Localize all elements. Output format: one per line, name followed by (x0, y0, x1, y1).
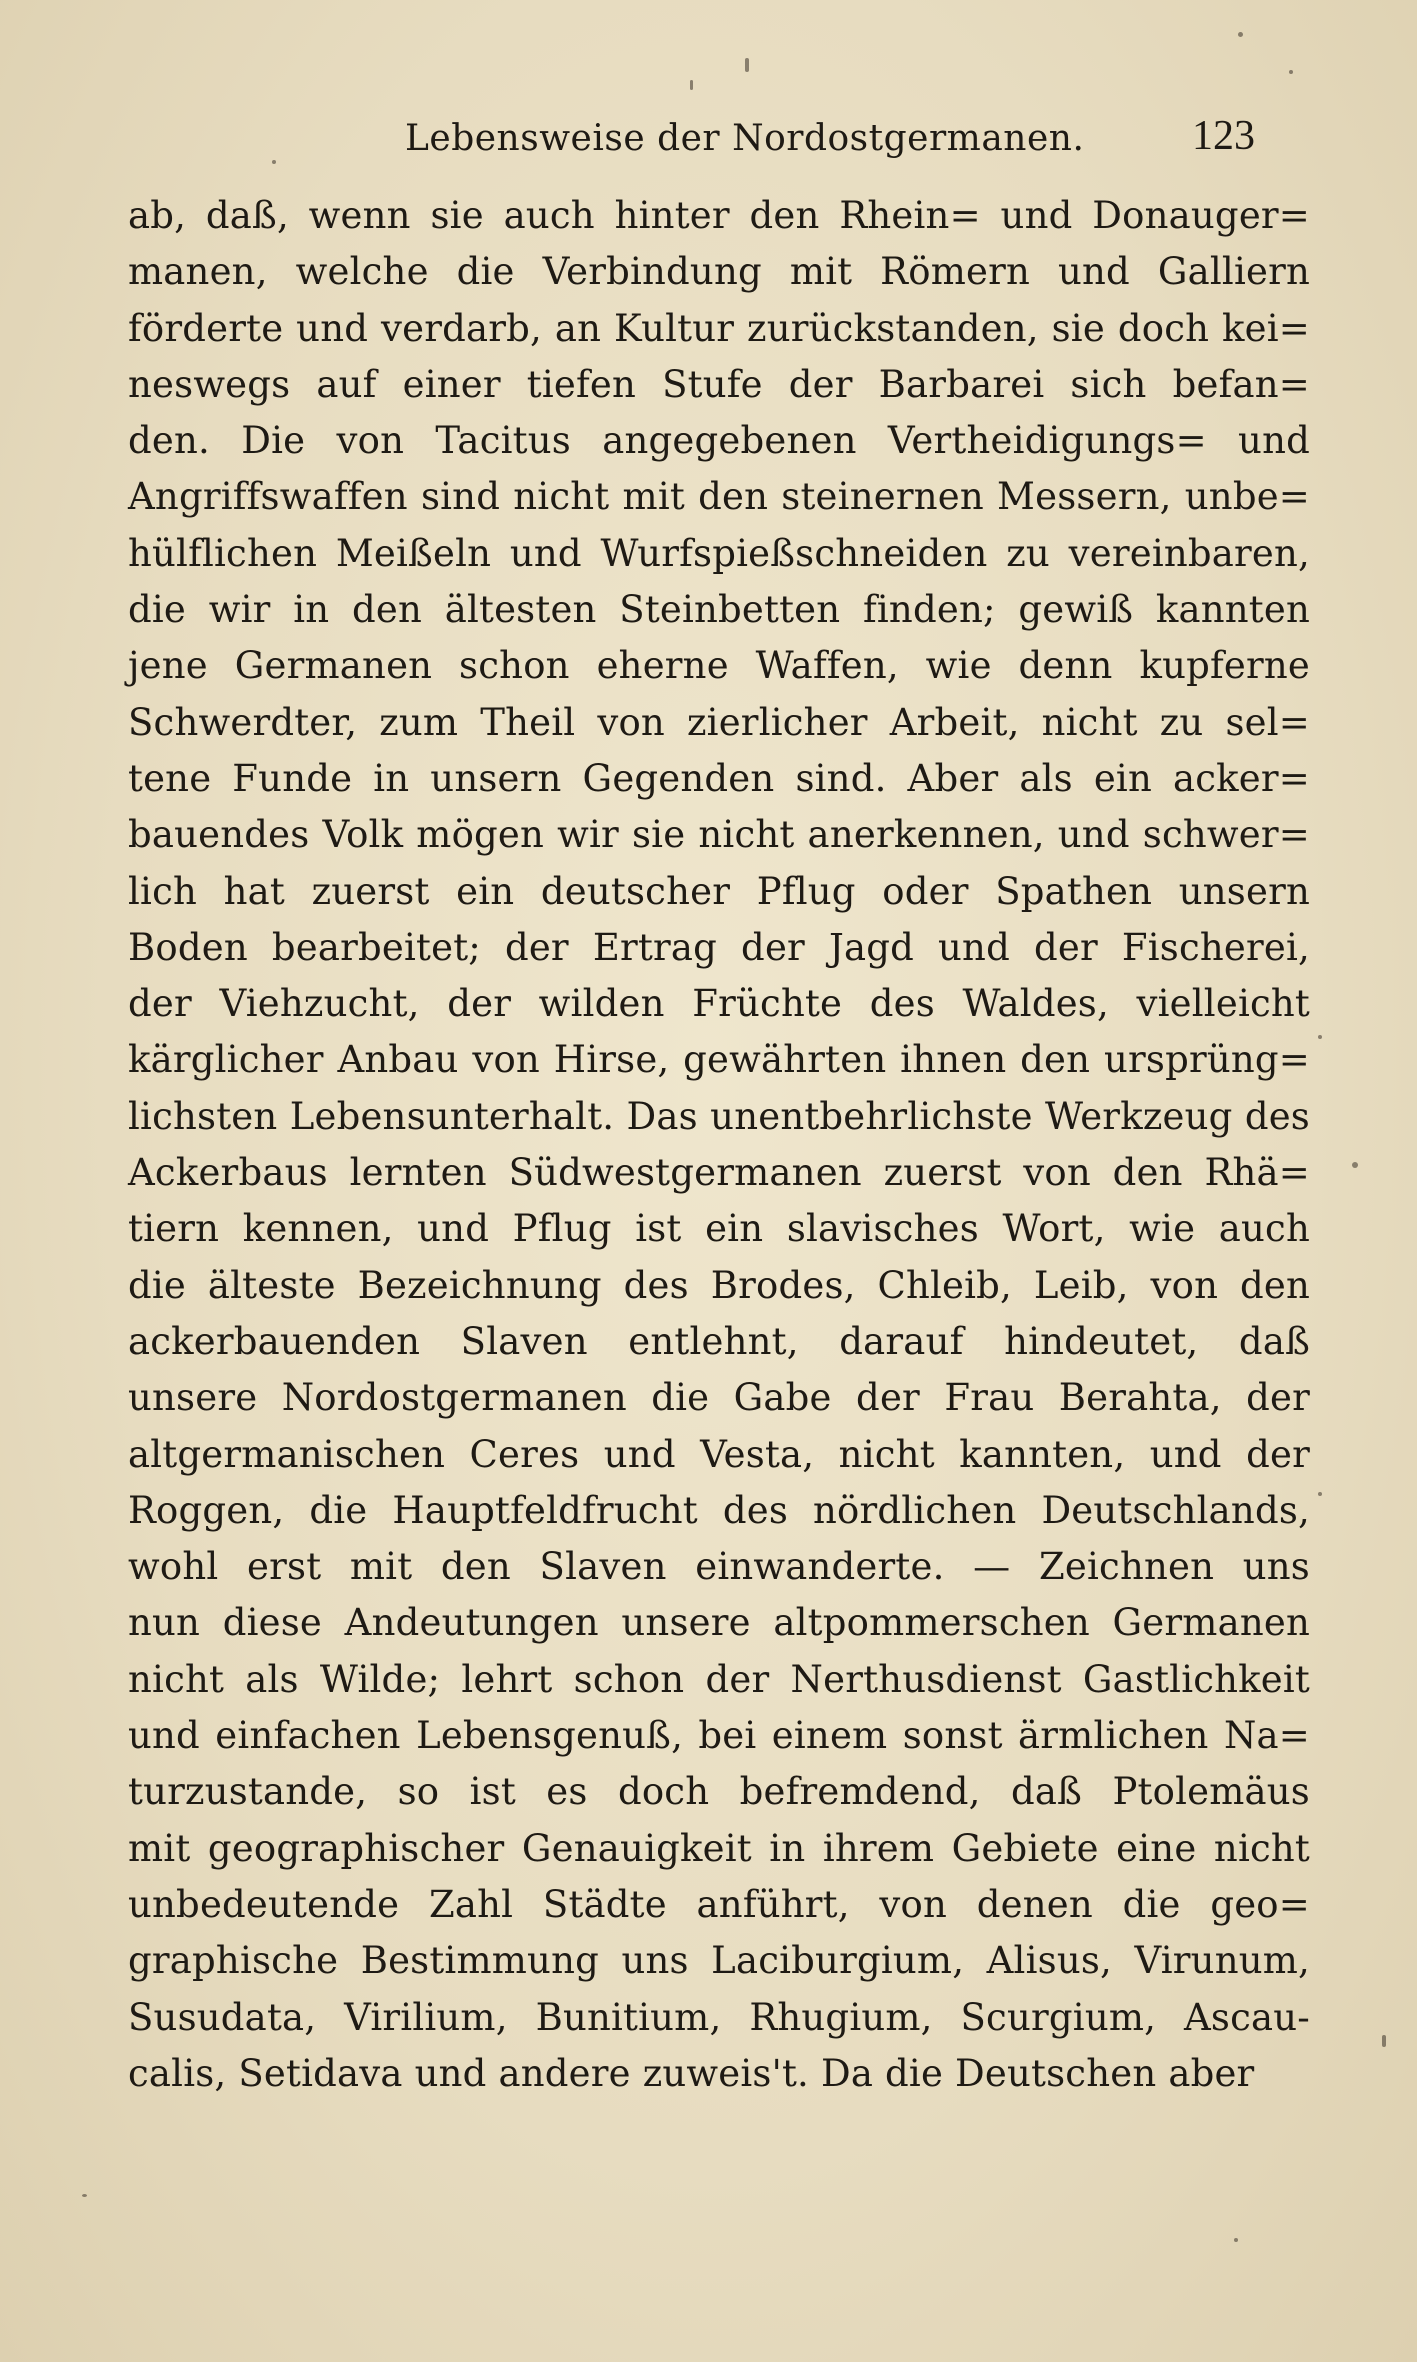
text-line: lich hat zuerst ein deutscher Pflug oder Spathen unsern (128, 869, 1310, 913)
text-line: nicht als Wilde; lehrt schon der Nerthusdienst Gastlichkeit (128, 1657, 1310, 1701)
body-text (128, 188, 1310, 2102)
text-line: Boden bearbeitet; der Ertrag der Jagd und der Fischerei, (128, 925, 1310, 969)
text-line: Schwerdter, zum Theil von zierlicher Arbeit, nicht zu sel= (128, 700, 1310, 744)
text-line: nun diese Andeutungen unsere altpommerschen Germanen (128, 1601, 1310, 1645)
paper-speck (1318, 1492, 1322, 1496)
text-line: bauendes Volk mögen wir sie nicht anerkennen, und schwer= (128, 813, 1310, 857)
paper-speck (745, 58, 749, 72)
paper-speck (1238, 32, 1243, 37)
text-line: den. Die von Tacitus angegebenen Vertheidigungs= und (128, 419, 1310, 463)
text-line: Susudata, Virilium, Bunitium, Rhugium, Scurgium, Ascau- (128, 1995, 1310, 2039)
paper-speck (272, 160, 276, 164)
paper-speck (1234, 2238, 1238, 2242)
text-line: Roggen, die Hauptfeldfrucht des nördlichen Deutschlands, (128, 1488, 1310, 1532)
text-line: unsere Nordostgermanen die Gabe der Frau Berahta, der (128, 1376, 1310, 1420)
paper-speck (82, 2194, 87, 2197)
text-line: Ackerbaus lernten Südwestgermanen zuerst von den Rhä= (128, 1151, 1310, 1195)
page-number: 123 (1192, 113, 1255, 159)
paper-speck (1289, 70, 1293, 74)
text-line: mit geographischer Genauigkeit in ihrem Gebiete eine nicht (128, 1826, 1310, 1870)
page-header (0, 113, 1417, 178)
running-head: Lebensweise der Nordostgermanen. (405, 118, 1085, 159)
text-line: tene Funde in unsern Gegenden sind. Aber als ein acker= (128, 756, 1310, 800)
paper-speck (690, 80, 693, 90)
text-line: hülflichen Meißeln und Wurfspießschneiden zu vereinbaren, (128, 531, 1310, 575)
text-line: förderte und verdarb, an Kultur zurückstanden, sie doch kei= (128, 306, 1310, 350)
text-line: tiern kennen, und Pflug ist ein slavisches Wort, wie auch (128, 1207, 1310, 1251)
text-line: Angriffswaffen sind nicht mit den steinernen Messern, unbe= (128, 475, 1310, 519)
text-line: lichsten Lebensunterhalt. Das unentbehrlichste Werkzeug des (128, 1094, 1310, 1138)
text-line: die wir in den ältesten Steinbetten finden; gewiß kannten (128, 588, 1310, 632)
paper-speck (1352, 1162, 1358, 1168)
text-line: jene Germanen schon eherne Waffen, wie denn kupferne (128, 644, 1310, 688)
text-line: der Viehzucht, der wilden Früchte des Waldes, vielleicht (128, 982, 1310, 1026)
text-line: neswegs auf einer tiefen Stufe der Barbarei sich befan= (128, 362, 1310, 406)
text-line: wohl erst mit den Slaven einwanderte. — Zeichnen uns (128, 1545, 1310, 1589)
text-line: ab, daß, wenn sie auch hinter den Rhein= und Donauger= (128, 194, 1310, 237)
paper-speck (1382, 2035, 1386, 2047)
text-line: ackerbauenden Slaven entlehnt, darauf hindeutet, daß (128, 1319, 1310, 1363)
text-line: und einfachen Lebensgenuß, bei einem sonst ärmlichen Na= (128, 1714, 1310, 1758)
text-line: calis, Setidava und andere zuweis't. Da die Deutschen aber (128, 2051, 1255, 2095)
text-line: altgermanischen Ceres und Vesta, nicht kannten, und der (128, 1432, 1310, 1476)
text-line: kärglicher Anbau von Hirse, gewährten ihnen den ursprüng= (128, 1038, 1310, 1082)
text-line: graphische Bestimmung uns Laciburgium, Alisus, Virunum, (128, 1939, 1310, 1983)
paper-speck (1318, 1035, 1322, 1039)
text-line: unbedeutende Zahl Städte anführt, von denen die geo= (128, 1882, 1310, 1926)
text-line: die älteste Bezeichnung des Brodes, Chleib, Leib, von den (128, 1263, 1310, 1307)
text-line: manen, welche die Verbindung mit Römern und Galliern (128, 250, 1310, 294)
text-line: turzustande, so ist es doch befremdend, daß Ptolemäus (128, 1770, 1310, 1814)
